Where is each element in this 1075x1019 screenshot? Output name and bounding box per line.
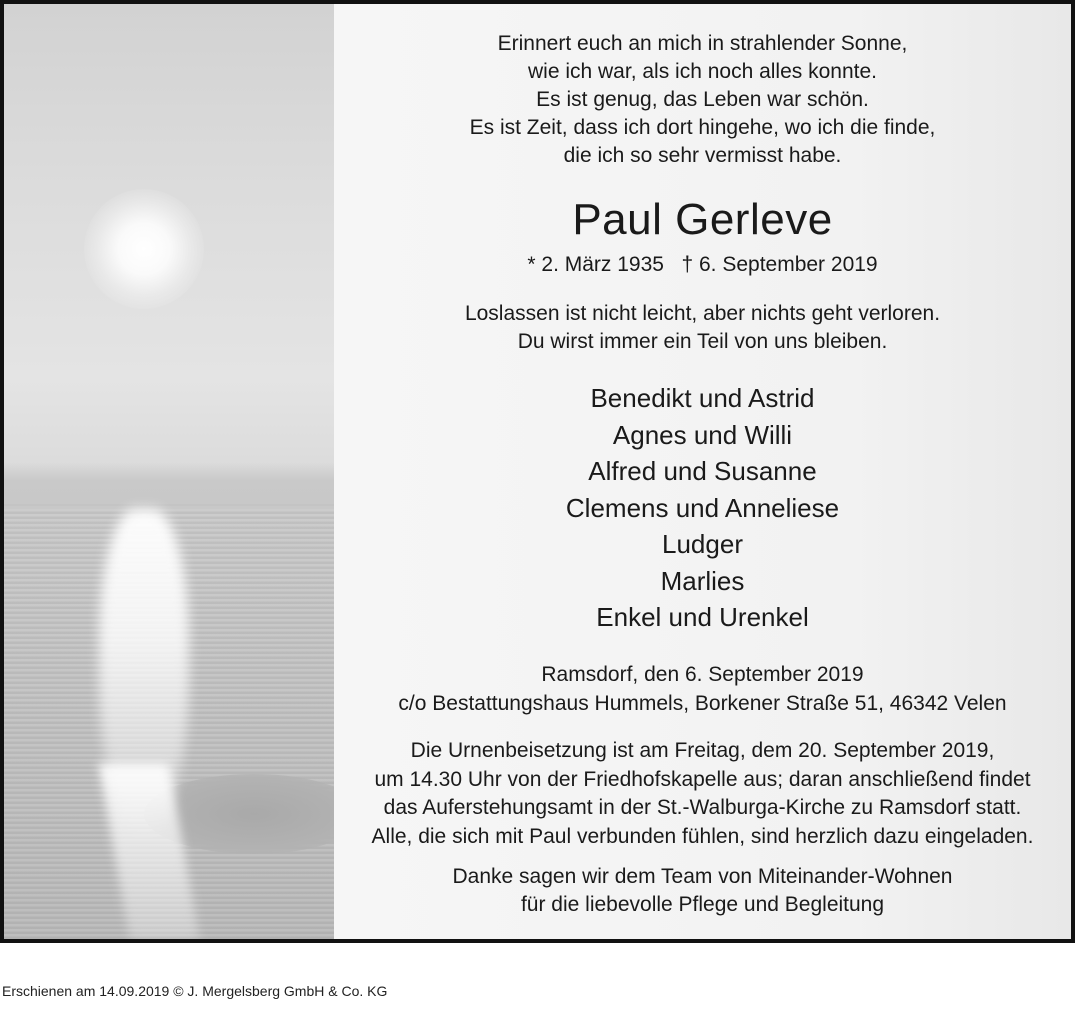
- thanks-line: Danke sagen wir dem Team von Miteinander-Wohnen: [452, 865, 953, 888]
- info-line: Die Urnenbeisetzung ist am Freitag, dem 20. September 2019,: [410, 739, 995, 762]
- thanks: [334, 863, 1071, 919]
- mourners-list: [334, 380, 1071, 636]
- sun: [84, 189, 204, 309]
- info-line: Alle, die sich mit Paul verbunden fühlen, sind herzlich dazu eingeladen.: [371, 824, 1034, 848]
- mourner: Benedikt und Astrid: [590, 383, 815, 413]
- thanks-line: für die liebevolle Pflege und Begleitung: [520, 893, 885, 916]
- horizon-line: [4, 504, 334, 506]
- info-line: um 14.30 Uhr von der Friedhofskapelle aus; daran anschließend findet: [374, 767, 1031, 791]
- info-line: das Auferstehungsamt in der St.-Walburga-Kirche zu Ramsdorf statt.: [383, 796, 1022, 819]
- mourner: Alfred und Susanne: [588, 456, 817, 486]
- sunset-sea-photo: [4, 4, 334, 939]
- deceased-name: Paul Gerleve: [572, 195, 833, 244]
- mourner: Clemens und Anneliese: [565, 492, 840, 523]
- mourner: Agnes und Willi: [612, 419, 793, 450]
- poem-line: Erinnert euch an mich in strahlender Sonne,: [497, 32, 908, 55]
- poem-line: die ich so sehr vermisst habe.: [563, 144, 842, 167]
- publication-footer: Erschienen am 14.09.2019 © J. Mergelsberg GmbH & Co. KG: [2, 983, 388, 999]
- poem-line: Es ist genug, das Leben war schön.: [536, 88, 869, 111]
- mourner: Enkel und Urenkel: [596, 602, 809, 632]
- life-dates: * 2. März 1935 † 6. September 2019: [527, 253, 878, 276]
- poem: [334, 30, 1071, 170]
- text-panel: [334, 4, 1071, 939]
- quote-line: Loslassen ist nicht leicht, aber nichts geht verloren.: [464, 302, 941, 325]
- funeral-info: [334, 737, 1071, 851]
- poem-line: Es ist Zeit, dass ich dort hingehe, wo ich die finde,: [469, 116, 936, 139]
- contact-address: c/o Bestattungshaus Hummels, Borkener Straße 51, 46342 Velen: [398, 692, 1007, 715]
- poem-line: wie ich war, als ich noch alles konnte.: [527, 60, 877, 83]
- mourner: Ludger: [662, 529, 743, 559]
- place-date: Ramsdorf, den 6. September 2019: [541, 663, 864, 686]
- quote-line: Du wirst immer ein Teil von uns bleiben.: [517, 330, 888, 353]
- place-and-address: [334, 660, 1071, 718]
- mourner: Marlies: [660, 565, 745, 596]
- quote: [334, 300, 1071, 356]
